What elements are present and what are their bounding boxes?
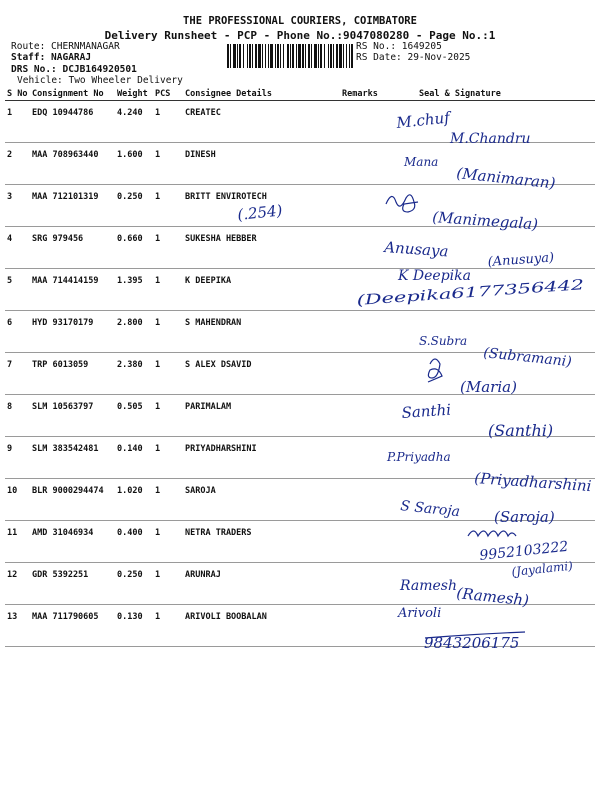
cell-weight: 0.140 bbox=[115, 437, 153, 479]
cell-signature bbox=[395, 395, 595, 437]
cell-consignment: SLM 383542481 bbox=[30, 437, 115, 479]
cell-sno: 8 bbox=[5, 395, 30, 437]
cell-weight: 0.400 bbox=[115, 521, 153, 563]
cell-pcs: 1 bbox=[153, 227, 183, 269]
sign-12a: Ramesh bbox=[400, 578, 457, 594]
cell-consignment: GDR 5392251 bbox=[30, 563, 115, 605]
cell-consignee: DINESH bbox=[183, 143, 340, 185]
sign-8a: Santhi bbox=[401, 400, 452, 422]
cell-consignment: SLM 10563797 bbox=[30, 395, 115, 437]
cell-remarks bbox=[340, 521, 395, 563]
cell-remarks bbox=[340, 311, 395, 353]
table-row bbox=[5, 563, 595, 605]
sign-9a: P.Priyadha bbox=[387, 450, 451, 464]
cell-signature bbox=[395, 101, 595, 143]
cell-signature bbox=[395, 269, 595, 311]
table-row bbox=[5, 605, 595, 647]
cell-signature bbox=[395, 353, 595, 395]
cell-consignee: BRITT ENVIROTECH bbox=[183, 185, 340, 227]
cell-weight: 1.020 bbox=[115, 479, 153, 521]
table-row bbox=[5, 227, 595, 269]
barcode bbox=[227, 44, 353, 68]
table-row bbox=[5, 353, 595, 395]
col-remarks: Remarks bbox=[340, 88, 395, 101]
cell-remarks bbox=[340, 353, 395, 395]
cell-consignee: S ALEX DSAVID bbox=[183, 353, 340, 395]
cell-pcs: 1 bbox=[153, 563, 183, 605]
cell-signature bbox=[395, 521, 595, 563]
cell-remarks bbox=[340, 479, 395, 521]
cell-consignment: EDQ 10944786 bbox=[30, 101, 115, 143]
rs-number: RS No.: 1649205 bbox=[356, 41, 442, 52]
cell-signature bbox=[395, 227, 595, 269]
col-signature: Seal & Signature bbox=[395, 88, 595, 101]
cell-remarks bbox=[340, 395, 395, 437]
sign-1b: M.Chandru bbox=[450, 131, 531, 147]
sign-4a: Anusaya bbox=[383, 238, 450, 261]
cell-remarks bbox=[340, 437, 395, 479]
cell-signature bbox=[395, 605, 595, 647]
cell-weight: 0.130 bbox=[115, 605, 153, 647]
sign-8b: (Santhi) bbox=[488, 421, 554, 440]
sign-13a: Arivoli bbox=[398, 606, 442, 621]
cell-remarks bbox=[340, 101, 395, 143]
sign-9b: (Priyadharshini bbox=[473, 469, 593, 496]
drs-number: DRS No.: DCJB164920501 bbox=[11, 64, 137, 75]
rs-date: RS Date: 29-Nov-2025 bbox=[356, 52, 471, 63]
cell-signature bbox=[395, 437, 595, 479]
cell-consignment: MAA 712101319 bbox=[30, 185, 115, 227]
cell-weight: 1.395 bbox=[115, 269, 153, 311]
sign-12b: (Ramesh) bbox=[455, 584, 530, 610]
sign-2b: (Manimaran) bbox=[455, 164, 557, 193]
cell-remarks bbox=[340, 269, 395, 311]
runsheet-title: Delivery Runsheet - PCP - Phone No.:9047080280 - Page No.:1 bbox=[104, 29, 496, 42]
staff-label: Staff: NAGARAJ bbox=[11, 52, 92, 63]
cell-consignee: ARIVOLI BOOBALAN bbox=[183, 605, 340, 647]
table-row bbox=[5, 521, 595, 563]
cell-sno: 6 bbox=[5, 311, 30, 353]
cell-consignee: SAROJA bbox=[183, 479, 340, 521]
cell-sno: 13 bbox=[5, 605, 30, 647]
col-consignment: Consignment No bbox=[30, 88, 115, 101]
cell-consignee: CREATEC bbox=[183, 101, 340, 143]
table-row bbox=[5, 269, 595, 311]
cell-weight: 4.240 bbox=[115, 101, 153, 143]
cell-sno: 2 bbox=[5, 143, 30, 185]
cell-pcs: 1 bbox=[153, 185, 183, 227]
sign-1a: M.chuf bbox=[395, 108, 451, 132]
cell-remarks bbox=[340, 605, 395, 647]
cell-pcs: 1 bbox=[153, 353, 183, 395]
cell-remarks bbox=[340, 227, 395, 269]
table-row bbox=[5, 437, 595, 479]
cell-sno: 4 bbox=[5, 227, 30, 269]
cell-sno: 11 bbox=[5, 521, 30, 563]
sign-3b: (Manimegala) bbox=[431, 208, 539, 234]
cell-pcs: 1 bbox=[153, 521, 183, 563]
route-label: Route: CHERNMANAGAR bbox=[11, 41, 120, 52]
cell-pcs: 1 bbox=[153, 143, 183, 185]
sign-5a: K Deepika bbox=[398, 268, 471, 284]
cell-weight: 0.505 bbox=[115, 395, 153, 437]
cell-weight: 2.380 bbox=[115, 353, 153, 395]
cell-pcs: 1 bbox=[153, 101, 183, 143]
cell-sno: 10 bbox=[5, 479, 30, 521]
sign-7b: (Maria) bbox=[460, 378, 517, 396]
cell-sno: 9 bbox=[5, 437, 30, 479]
cell-consignment: AMD 31046934 bbox=[30, 521, 115, 563]
sign-10a: S Saroja bbox=[399, 498, 461, 521]
cell-pcs: 1 bbox=[153, 605, 183, 647]
remark-3: (.254) bbox=[236, 201, 284, 224]
sign-5b: (Deepika6177356442 bbox=[356, 282, 510, 309]
table-row bbox=[5, 479, 595, 521]
table-row bbox=[5, 311, 595, 353]
table-header-row bbox=[5, 88, 595, 101]
sign-2a: Mana bbox=[404, 155, 439, 169]
cell-consignment: MAA 708963440 bbox=[30, 143, 115, 185]
cell-consignment: BLR 9000294474 bbox=[30, 479, 115, 521]
cell-consignee: PRIYADHARSHINI bbox=[183, 437, 340, 479]
cell-consignee: SUKESHA HEBBER bbox=[183, 227, 340, 269]
sign-6b: (Subramani) bbox=[482, 345, 573, 371]
runsheet-table bbox=[5, 88, 595, 647]
cell-signature bbox=[395, 311, 595, 353]
sign-11a: 9952103222 bbox=[478, 538, 570, 564]
cell-consignment: MAA 711790605 bbox=[30, 605, 115, 647]
sign-13b: 9843206175 bbox=[424, 634, 520, 652]
cell-weight: 0.250 bbox=[115, 185, 153, 227]
cell-pcs: 1 bbox=[153, 479, 183, 521]
cell-consignment: HYD 93170179 bbox=[30, 311, 115, 353]
cell-weight: 0.250 bbox=[115, 563, 153, 605]
cell-consignee: S MAHENDRAN bbox=[183, 311, 340, 353]
cell-consignee: PARIMALAM bbox=[183, 395, 340, 437]
table-row bbox=[5, 395, 595, 437]
cell-consignment: SRG 979456 bbox=[30, 227, 115, 269]
cell-sno: 5 bbox=[5, 269, 30, 311]
cell-pcs: 1 bbox=[153, 311, 183, 353]
company-title: THE PROFESSIONAL COURIERS, COIMBATORE bbox=[183, 15, 417, 27]
cell-remarks bbox=[340, 185, 395, 227]
cell-consignee: ARUNRAJ bbox=[183, 563, 340, 605]
cell-pcs: 1 bbox=[153, 437, 183, 479]
table-row bbox=[5, 143, 595, 185]
sign-6a: S.Subra bbox=[419, 334, 468, 348]
sign-4b: (Anusuya) bbox=[487, 250, 555, 270]
col-consignee: Consignee Details bbox=[183, 88, 340, 101]
cell-remarks bbox=[340, 563, 395, 605]
cell-sno: 1 bbox=[5, 101, 30, 143]
cell-consignment: TRP 6013059 bbox=[30, 353, 115, 395]
cell-pcs: 1 bbox=[153, 269, 183, 311]
cell-consignee: K DEEPIKA bbox=[183, 269, 340, 311]
table-row bbox=[5, 185, 595, 227]
sign-10b: (Saroja) bbox=[494, 508, 555, 526]
cell-signature bbox=[395, 143, 595, 185]
col-pcs: PCS bbox=[153, 88, 183, 101]
cell-weight: 2.800 bbox=[115, 311, 153, 353]
cell-signature bbox=[395, 479, 595, 521]
cell-sno: 12 bbox=[5, 563, 30, 605]
cell-signature bbox=[395, 185, 595, 227]
col-weight: Weight bbox=[115, 88, 153, 101]
table-row bbox=[5, 101, 595, 143]
cell-sno: 3 bbox=[5, 185, 30, 227]
cell-sno: 7 bbox=[5, 353, 30, 395]
cell-weight: 1.600 bbox=[115, 143, 153, 185]
cell-consignment: MAA 714414159 bbox=[30, 269, 115, 311]
vehicle-label: Vehicle: Two Wheeler Delivery bbox=[17, 75, 183, 86]
cell-pcs: 1 bbox=[153, 395, 183, 437]
cell-consignee: NETRA TRADERS bbox=[183, 521, 340, 563]
sign-11b: (Jayalami) bbox=[510, 558, 574, 579]
cell-weight: 0.660 bbox=[115, 227, 153, 269]
cell-signature bbox=[395, 563, 595, 605]
cell-remarks bbox=[340, 143, 395, 185]
col-sno: S No bbox=[5, 88, 30, 101]
